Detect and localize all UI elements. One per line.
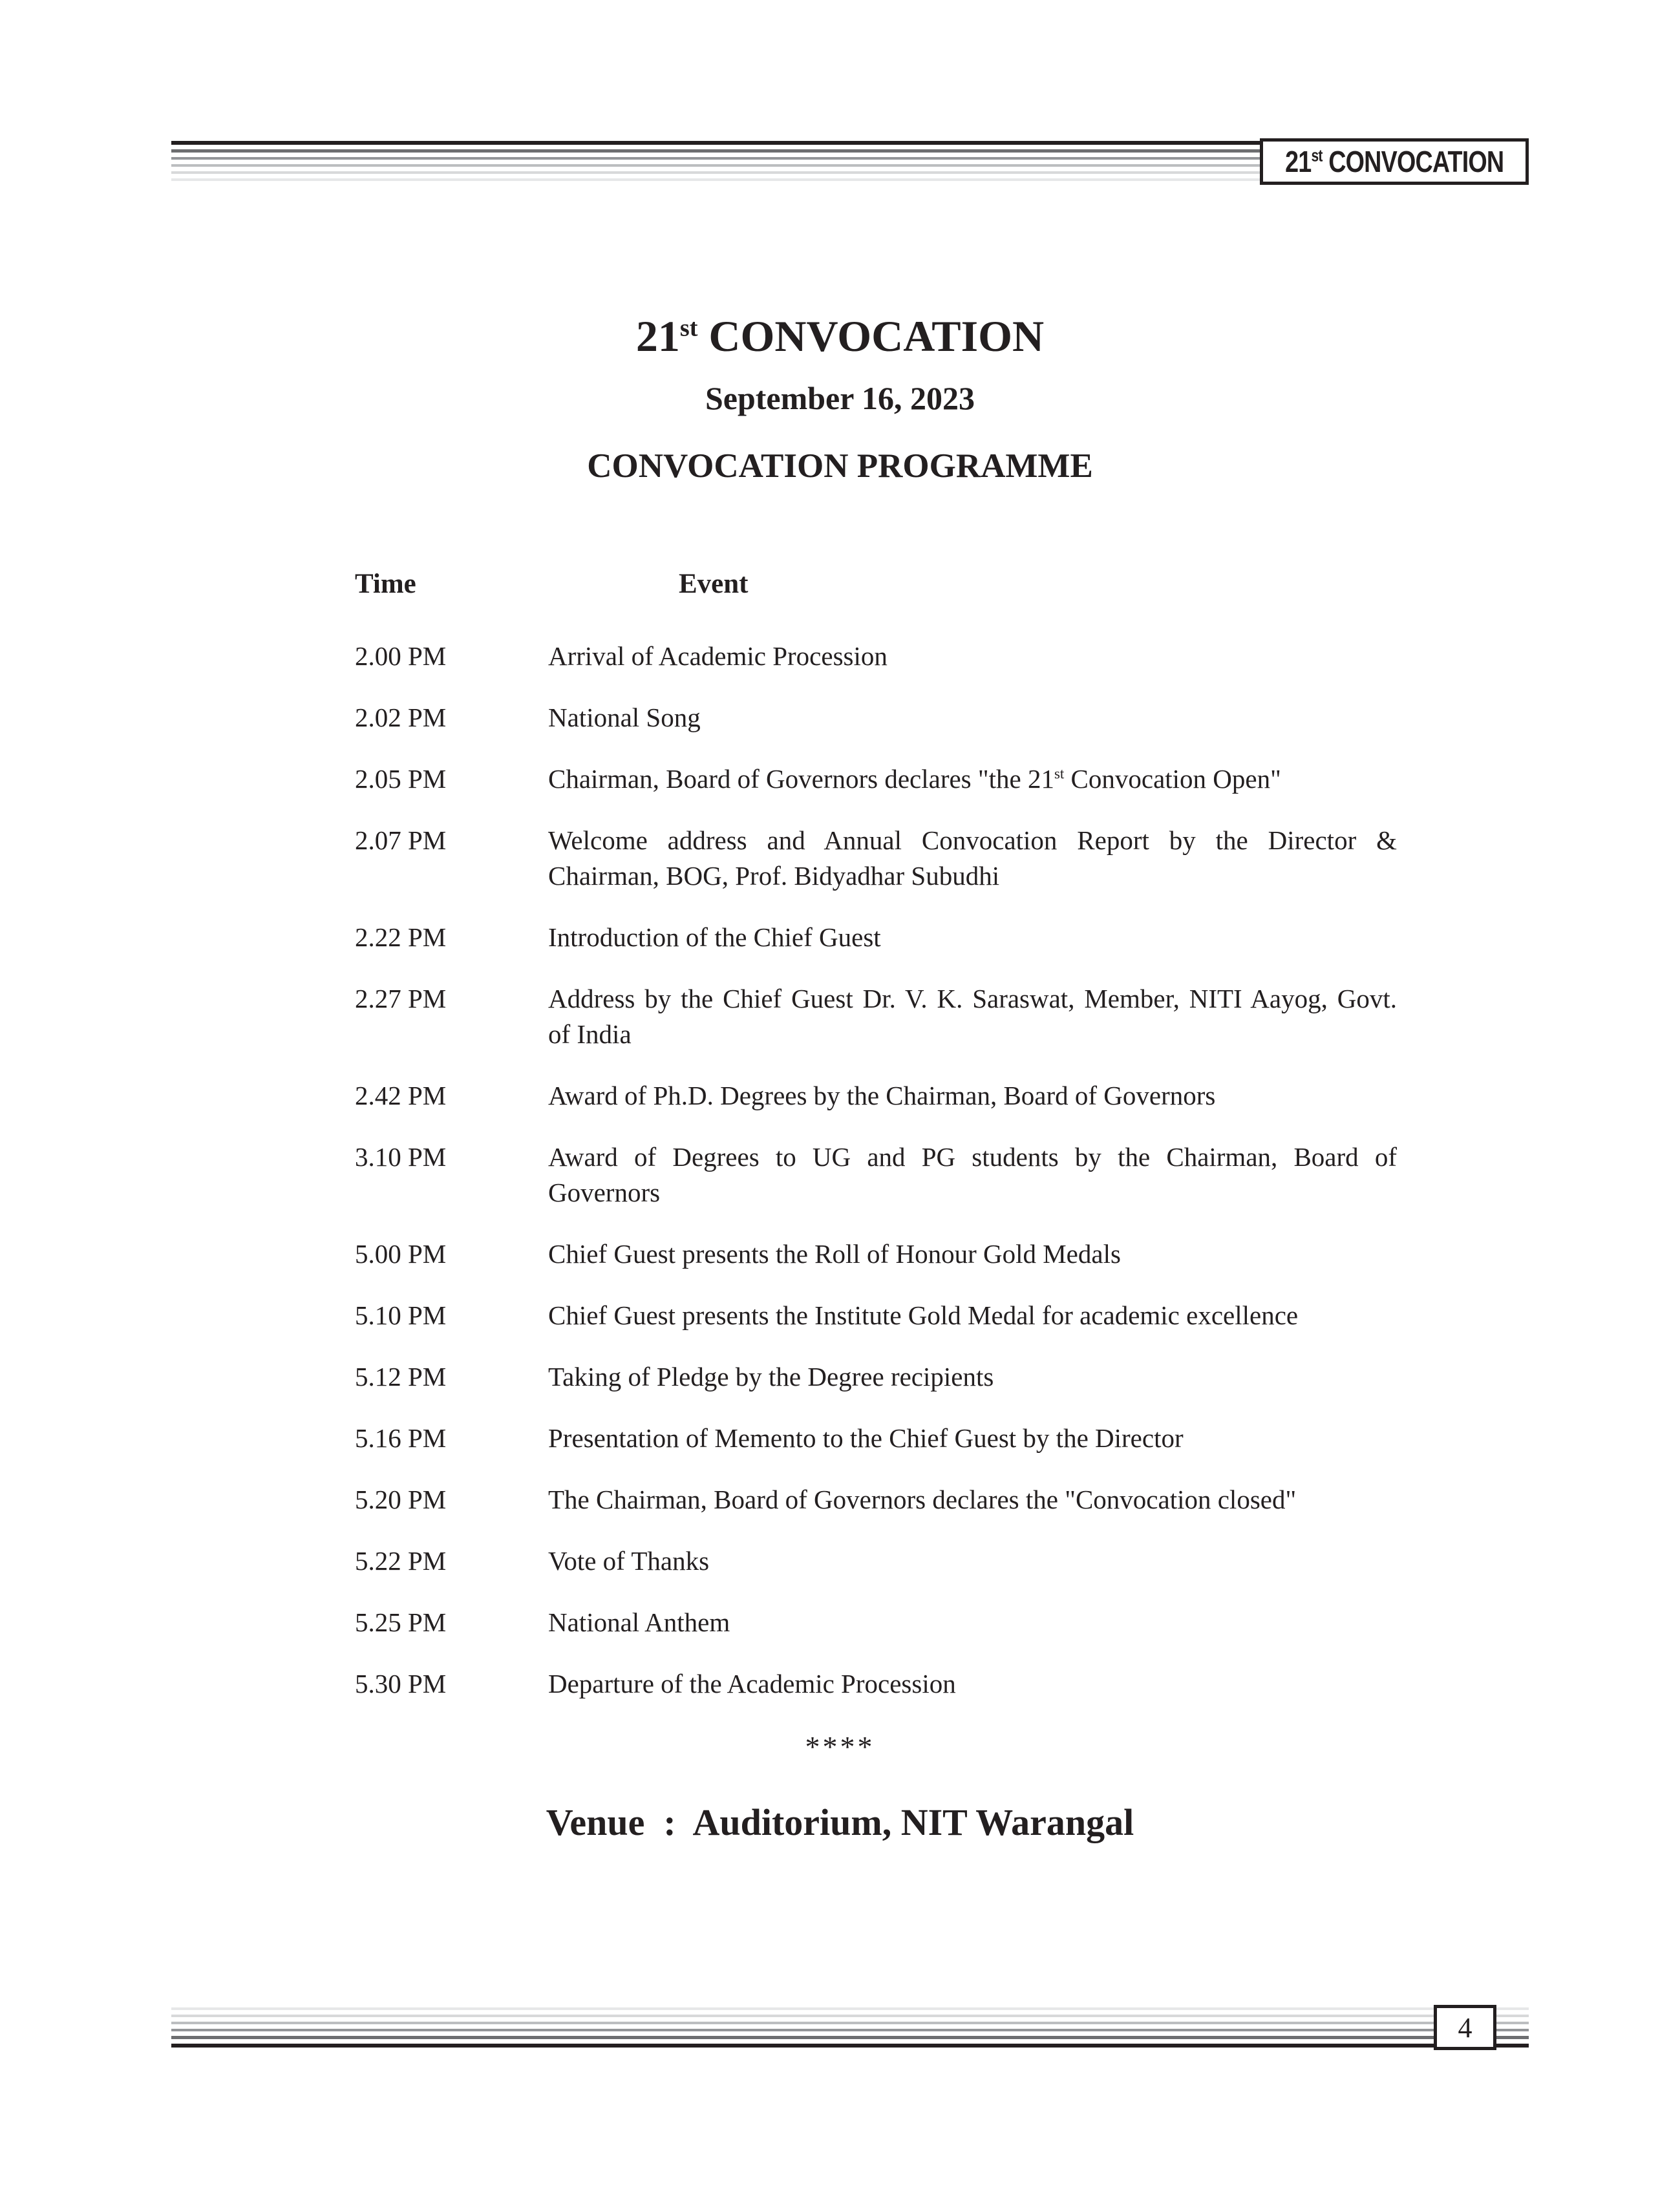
event-description [548,1236,1397,1272]
separator-stars: **** [805,1730,875,1763]
event-time: 5.30 PM [355,1669,447,1699]
page-number: 4 [1458,2011,1473,2044]
event-description [548,1078,1397,1114]
event-description [548,700,1397,736]
venue-line: Venue : Auditorium, NIT Warangal [546,1801,1134,1843]
horizontal-rule [171,2015,1529,2017]
schedule-rows [355,639,1397,1702]
programme-schedule [355,566,1397,1728]
event-time: 2.05 PM [355,764,447,794]
event-line [548,1421,1397,1456]
column-header-time: Time [355,569,416,599]
text-segment: CONVOCATION [697,312,1045,361]
text-segment: Chairman, Board of Governors declares "the 21 [548,764,1054,794]
event-description [548,1359,1397,1395]
text-segment: Chairman, BOG, Prof. Bidyadhar Subudhi [548,861,1000,891]
schedule-row [355,1482,1397,1518]
schedule-row [355,823,1397,894]
text-segment: Taking of Pledge by the Degree recipients [548,1362,994,1392]
text-segment: Welcome address and Annual Convocation Report by the Director & [548,825,1397,855]
schedule-row [355,1421,1397,1456]
event-line [548,1017,1397,1052]
text-segment: Chief Guest presents the Roll of Honour Gold Medals [548,1239,1121,1269]
superscript-text: st [1054,765,1065,782]
event-line [548,1359,1397,1395]
superscript-text: st [679,314,698,342]
event-description [548,1482,1397,1518]
text-segment: Chief Guest presents the Institute Gold Medal for academic excellence [548,1300,1299,1330]
schedule-row [355,1236,1397,1272]
schedule-row [355,1605,1397,1640]
schedule-row [355,1078,1397,1114]
event-line [548,700,1397,736]
event-line [548,1543,1397,1579]
event-time: 2.27 PM [355,984,447,1013]
text-segment: Address by the Chief Guest Dr. V. K. Saraswat, Member, NITI Aayog, Govt. [548,984,1397,1013]
event-line [548,1298,1397,1333]
event-time: 2.07 PM [355,825,447,855]
text-segment: Award of Ph.D. Degrees by the Chairman, Board of Governors [548,1081,1216,1110]
event-time: 5.16 PM [355,1423,447,1453]
event-description [548,1298,1397,1333]
superscript-text: st [1311,147,1323,165]
document-title [0,313,1680,359]
event-description [548,639,1397,674]
event-description [548,823,1397,894]
text-segment: Governors [548,1178,661,1207]
event-line [548,1236,1397,1272]
schedule-row [355,920,1397,955]
event-time: 5.25 PM [355,1607,447,1637]
schedule-row [355,1666,1397,1702]
event-line [548,981,1397,1017]
schedule-row [355,981,1397,1052]
text-segment: Presentation of Memento to the Chief Guest by the Director [548,1423,1184,1453]
text-segment: National Song [548,703,701,732]
event-time: 5.10 PM [355,1300,447,1330]
schedule-header [355,566,1397,602]
footer-rules [171,2007,1529,2052]
schedule-row [355,1359,1397,1395]
schedule-row [355,1298,1397,1333]
event-line [548,1666,1397,1702]
event-description [548,981,1397,1052]
event-line [548,761,1397,797]
page-number-box [1434,2005,1496,2050]
event-line [548,1139,1397,1175]
text-segment: 21 [1284,145,1312,178]
text-segment: Introduction of the Chief Guest [548,922,881,952]
text-segment: Convocation Open" [1064,764,1281,794]
text-segment: of India [548,1019,632,1049]
schedule-row [355,1543,1397,1579]
event-line [548,920,1397,955]
event-description [548,1543,1397,1579]
event-time: 5.00 PM [355,1239,447,1269]
event-line [548,639,1397,674]
event-time: 5.20 PM [355,1485,447,1514]
text-segment: CONVOCATION [1322,145,1504,178]
column-header-event: Event [679,569,749,599]
event-line [548,1175,1397,1211]
event-line [548,1078,1397,1114]
schedule-row [355,700,1397,736]
text-segment: National Anthem [548,1607,730,1637]
schedule-row [355,1139,1397,1211]
event-description [548,920,1397,955]
header-box [1260,138,1529,185]
text-segment: Award of Degrees to UG and PG students by the Chairman, Board of [548,1142,1397,1172]
text-segment: Arrival of Academic Procession [548,641,888,671]
event-time: 2.02 PM [355,703,447,732]
event-description [548,1605,1397,1640]
schedule-row [355,761,1397,797]
event-description [548,1421,1397,1456]
event-time: 5.12 PM [355,1362,447,1392]
document-subtitle: CONVOCATION PROGRAMME [587,447,1093,485]
header-box-label [1285,144,1504,179]
schedule-row [355,639,1397,674]
event-time: 2.42 PM [355,1081,447,1110]
document-date: September 16, 2023 [705,380,975,416]
text-segment: The Chairman, Board of Governors declares the "Convocation closed" [548,1485,1297,1514]
event-description [548,1666,1397,1702]
event-description [548,1139,1397,1211]
event-line [548,1605,1397,1640]
event-time: 2.00 PM [355,641,447,671]
horizontal-rule [171,2036,1529,2039]
horizontal-rule [171,2022,1529,2024]
event-time: 3.10 PM [355,1142,447,1172]
horizontal-rule [171,2007,1529,2010]
horizontal-rule [171,2044,1529,2048]
event-line [548,823,1397,858]
text-segment: Vote of Thanks [548,1546,710,1576]
event-description [548,761,1397,797]
text-segment: Departure of the Academic Procession [548,1669,956,1699]
text-segment: 21 [635,312,680,361]
event-time: 5.22 PM [355,1546,447,1576]
horizontal-rule [171,2029,1529,2031]
event-line [548,1482,1397,1518]
event-line [548,858,1397,894]
event-time: 2.22 PM [355,922,447,952]
